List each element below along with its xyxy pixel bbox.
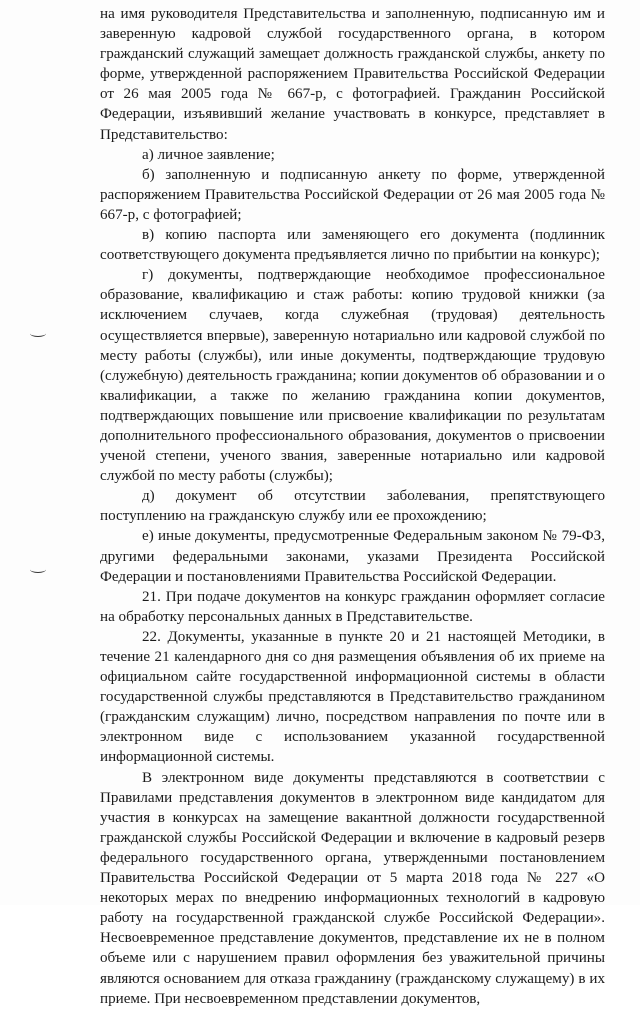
list-item-e: е) иные документы, предусмотренные Федеральным законом № 79-ФЗ, другими федеральными законами, указами Президента Российской Федерации и постановлениями Правительства Российской Федерации. — [100, 528, 605, 585]
list-item-a: а) личное заявление; — [142, 146, 275, 163]
margin-pen-mark — [30, 566, 46, 573]
list-item-b: б) заполненную и подписанную анкету по форме, утвержденной распоряжением Правительства Российской Федерации от 26 мая 2005 года № 667-р, с фотографией; — [100, 166, 605, 223]
list-item-v: в) копию паспорта или заменяющего его документа (подлинник соответствующего документа предъявляется лично по прибытии на конкурс); — [100, 227, 605, 264]
paragraph-electronic-submission: В электронном виде документы представляются в соответствии с Правилами представления документов в электронном виде кандидатом для участия в конкурсах на замещение вакантной должности государственной гражданской службы Российской Федерации и включение в кадровый резерв федерального государственного органа, утвержденными постановлением Правительства Российской Федерации от 5 марта 2018 года № 227 «О некоторых мерах по внедрению информационных технологий в кадровую работу на государственной гражданской службе Российской Федерации». Несвоевременное представление документов, представление их не в полном объеме или с нарушением правил оформления без уважительной причины являются основанием для отказа гражданину (гражданскому служащему) в их приеме. При несвоевременном представлении документов, — [100, 769, 605, 1007]
clause-21: 21. При подаче документов на конкурс гражданин оформляет согласие на обработку персональных данных в Представительстве. — [100, 588, 605, 625]
list-item-g: г) документы, подтверждающие необходимое профессиональное образование, квалификацию и стаж работы: копию трудовой книжки (за исключением случаев, когда служебная (трудовая) деятельность осуществляется впервые), заверенную нотариально или кадровой службой по месту работы (службы), или иные документы, подтверждающие трудовую (служебную) деятельность гражданина; копии документов об образовании и о квалификации, а также по желанию гражданина копии документов, подтверждающих повышение или присвоение квалификации по результатам дополнительного профессионального образования, документов о присвоении ученой степени, ученого звания, заверенные нотариально или кадровой службой по месту работы (службы); — [100, 267, 605, 485]
clause-22: 22. Документы, указанные в пункте 20 и 21 настоящей Методики, в течение 21 календарного дня со дня размещения объявления об их приеме на официальном сайте государственной информационной системы в области государственной службы представляются в Представительство гражданином (гражданским служащим) лично, посредством направления по почте или в электронном виде с использованием указанной государственной информационной системы. — [100, 628, 605, 766]
list-item-d: д) документ об отсутствии заболевания, препятствующего поступлению на гражданскую службу или ее прохождению; — [100, 488, 605, 525]
document-body — [100, 4, 605, 1009]
margin-pen-mark — [30, 330, 46, 337]
paragraph-continuation: на имя руководителя Представительства и заполненную, подписанную им и заверенную кадровой службой государственного органа, в котором гражданский служащий замещает должность гражданской службы, анкету по форме, утвержденной распоряжением Правительства Российской Федерации от 26 мая 2005 года № 667-р, с фотографией. Гражданин Российской Федерации, изъявивший желание участвовать в конкурсе, представляет в Представительство: — [100, 6, 605, 143]
